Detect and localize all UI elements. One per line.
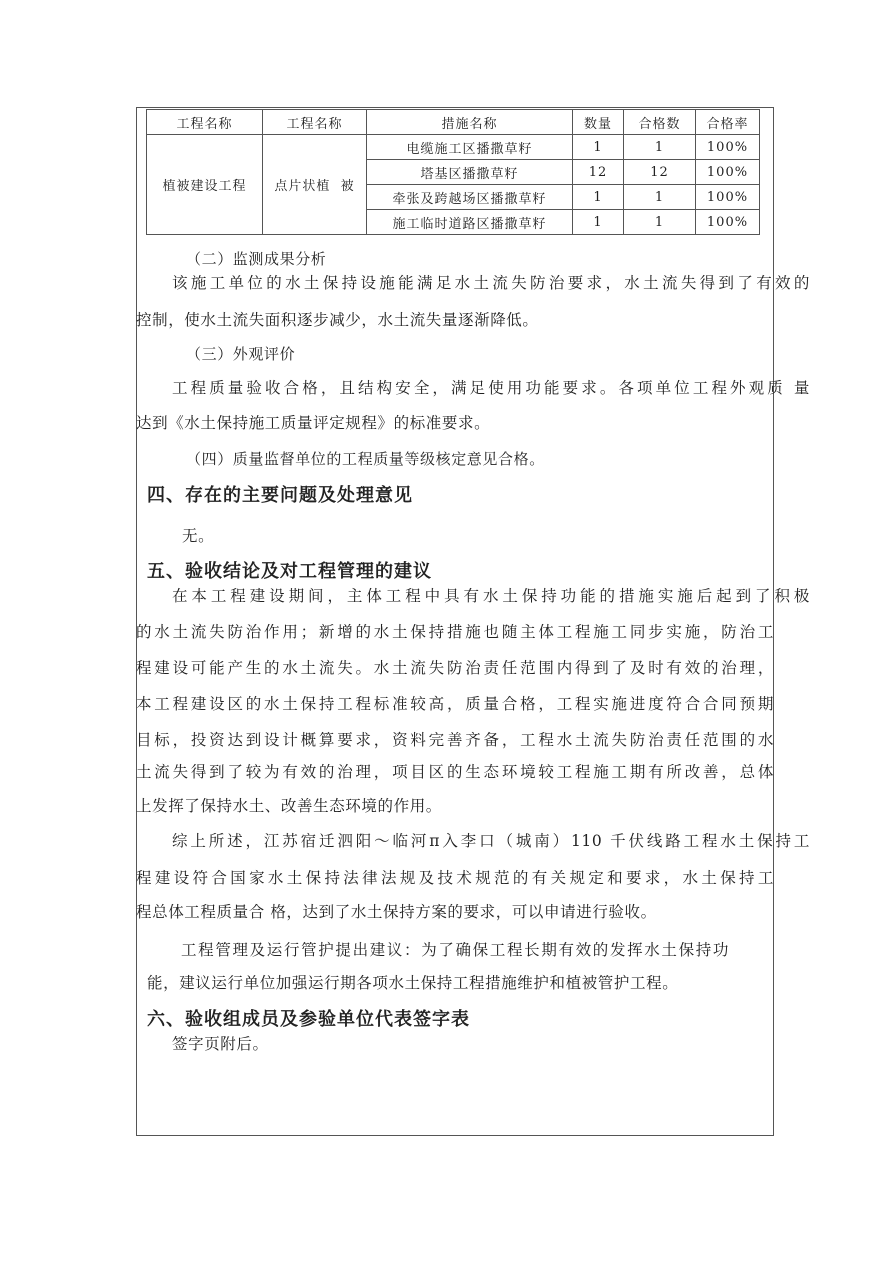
- paragraph-line: 工程质量验收合格，且结构安全，满足使用功能要求。各项单位工程外观质 量: [172, 379, 810, 397]
- paragraph-line: 程总体工程质量合 格，达到了水土保持方案的要求，可以申请进行验收。: [136, 903, 657, 921]
- paragraph-line: 在本工程建设期间，主体工程中具有水土保持功能的措施实施后起到了积极: [172, 587, 810, 605]
- header-cell: 数量: [573, 110, 624, 135]
- paragraph-line: 的水土流失防治作用；新增的水土保持措施也随主体工程施工同步实施，防治工: [136, 623, 774, 641]
- paragraph-line: 无。: [182, 527, 215, 545]
- pass-cell: 12: [624, 160, 696, 185]
- paragraph-line: 本工程建设区的水土保持工程标准较高，质量合格，工程实施进度符合合同预期: [136, 695, 774, 713]
- group-cell-type: 点片状植 被: [263, 135, 367, 235]
- paragraph-line: 达到《水土保持施工质量评定规程》的标准要求。: [136, 414, 491, 432]
- section-heading: 五、验收结论及对工程管理的建议: [147, 561, 432, 582]
- group-cell-project: 植被建设工程: [147, 135, 263, 235]
- rate-cell: 100%: [696, 135, 760, 160]
- qty-cell: 1: [573, 135, 624, 160]
- header-cell: 工程名称: [263, 110, 367, 135]
- paragraph-line: 控制，使水土流失面积逐步减少，水土流失量逐渐降低。: [136, 311, 539, 329]
- paragraph-line: 该施工单位的水土保持设施能满足水土流失防治要求，水土流失得到了有效的: [172, 274, 810, 292]
- paragraph-line: 程建设可能产生的水土流失。水土流失防治责任范围内得到了及时有效的治理，: [136, 659, 774, 677]
- paragraph-line: 工程管理及运行管护提出建议：为了确保工程长期有效的发挥水土保持功: [181, 941, 729, 959]
- measure-cell: 施工临时道路区播撒草籽: [367, 210, 573, 235]
- measures-table: [146, 109, 760, 235]
- subsection-title: （二）监测成果分析: [186, 250, 327, 268]
- rate-cell: 100%: [696, 185, 760, 210]
- pass-cell: 1: [624, 135, 696, 160]
- section-heading: 六、验收组成员及参验单位代表签字表: [147, 1009, 470, 1030]
- paragraph-line: 能，建议运行单位加强运行期各项水土保持工程措施维护和植被管护工程。: [147, 974, 679, 992]
- measure-cell: 牵张及跨越场区播撒草籽: [367, 185, 573, 210]
- header-cell: 措施名称: [367, 110, 573, 135]
- pass-cell: 1: [624, 185, 696, 210]
- pass-cell: 1: [624, 210, 696, 235]
- measure-cell: 塔基区播撒草籽: [367, 160, 573, 185]
- paragraph-line: 签字页附后。: [172, 1035, 269, 1053]
- qty-cell: 12: [573, 160, 624, 185]
- header-cell: 工程名称: [147, 110, 263, 135]
- rate-cell: 100%: [696, 160, 760, 185]
- qty-cell: 1: [573, 185, 624, 210]
- measure-cell: 电缆施工区播撒草籽: [367, 135, 573, 160]
- paragraph-line: 综上所述，江苏宿迁泗阳～临河π入李口（城南）110 千伏线路工程水土保持工: [172, 832, 810, 850]
- table-row: [147, 135, 760, 160]
- header-cell: 合格数: [624, 110, 696, 135]
- qty-cell: 1: [573, 210, 624, 235]
- header-cell: 合格率: [696, 110, 760, 135]
- table-header-row: [147, 110, 760, 135]
- subsection-title: （三）外观评价: [186, 345, 296, 363]
- paragraph-line: 土流失得到了较为有效的治理，项目区的生态环境较工程施工期有所改善，总体: [136, 763, 774, 781]
- paragraph-line: 目标，投资达到设计概算要求，资料完善齐备，工程水土流失防治责任范围的水: [136, 731, 774, 749]
- section-heading: 四、存在的主要问题及处理意见: [147, 485, 413, 506]
- paragraph-line: 上发挥了保持水土、改善生态环境的作用。: [136, 797, 442, 815]
- subsection-title: （四）质量监督单位的工程质量等级核定意见合格。: [186, 450, 545, 468]
- rate-cell: 100%: [696, 210, 760, 235]
- paragraph-line: 程建设符合国家水土保持法律法规及技术规范的有关规定和要求，水土保持工: [136, 869, 774, 887]
